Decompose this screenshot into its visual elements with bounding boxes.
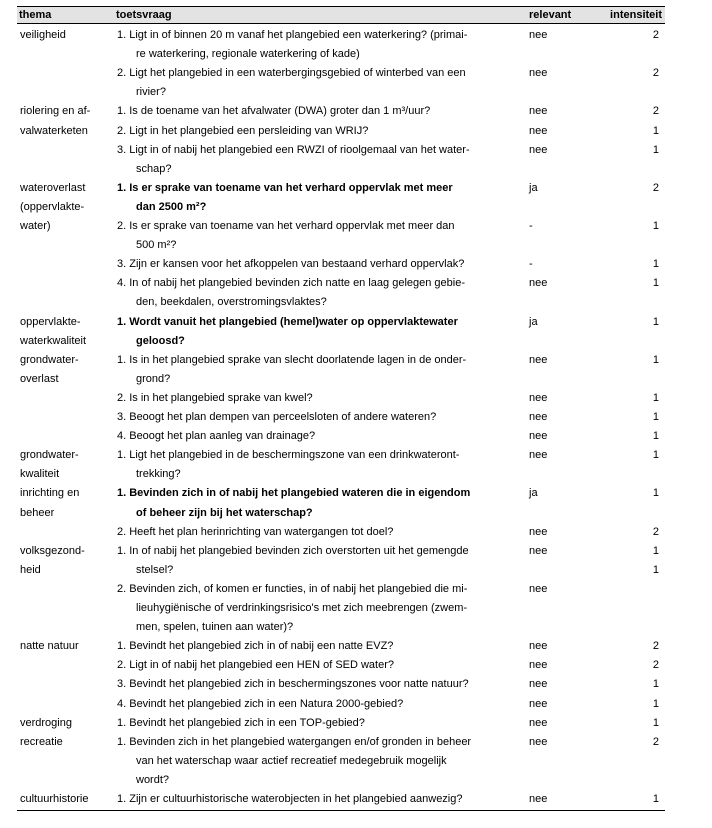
- row-toetsvraag: 1. Wordt vanuit het plangebied (hemel)water op oppervlaktewater: [117, 315, 458, 328]
- row-toetsvraag: 1. Is in het plangebied sprake van slecht doorlatende lagen in de onder-: [117, 353, 467, 366]
- row-thema: oppervlakte-: [20, 315, 81, 328]
- row-toetsvraag: den, beekdalen, overstromingsvlaktes?: [136, 296, 327, 309]
- row-toetsvraag: 1. Bevinden zich in of nabij het plangebied wateren die in eigendom: [117, 487, 471, 500]
- row-toetsvraag: 2. Is er sprake van toename van het verhard oppervlak met meer dan: [117, 220, 455, 232]
- row-thema: kwaliteit: [20, 468, 60, 481]
- row-toetsvraag: trekking?: [136, 468, 181, 481]
- row-toetsvraag: lieuhygiënische of verdrinkingsrisico's met zich meebrengen (zwem-: [136, 602, 468, 614]
- row-intensiteit: 2: [652, 105, 659, 118]
- table-bottom-rule: [17, 810, 665, 811]
- row-intensiteit: 1: [652, 563, 659, 576]
- row-relevant: ja: [529, 487, 538, 500]
- row-toetsvraag: grond?: [136, 372, 171, 385]
- row-relevant: nee: [529, 67, 548, 80]
- row-relevant: nee: [529, 697, 548, 710]
- row-toetsvraag: 3. Zijn er kansen voor het afkoppelen van bestaand verhard oppervlak?: [117, 258, 465, 271]
- row-toetsvraag: 4. Beoogt het plan aanleg van drainage?: [117, 430, 316, 443]
- row-intensiteit: 1: [652, 487, 659, 500]
- row-relevant: nee: [529, 143, 548, 156]
- row-toetsvraag: 1. Bevinden zich in het plangebied watergangen en/of gronden in beheer: [117, 735, 472, 748]
- row-toetsvraag: 3. Beoogt het plan dempen van perceelsloten of andere wateren?: [117, 411, 437, 423]
- row-toetsvraag: rivier?: [136, 86, 166, 99]
- row-relevant: -: [529, 220, 533, 232]
- row-relevant: nee: [529, 411, 548, 423]
- row-relevant: nee: [529, 793, 548, 805]
- row-relevant: nee: [529, 391, 548, 404]
- row-toetsvraag: schap?: [136, 162, 172, 175]
- row-intensiteit: [577, 580, 659, 599]
- header-intensiteit: intensiteit: [610, 9, 662, 21]
- row-intensiteit: 2: [652, 67, 659, 80]
- row-relevant: nee: [529, 544, 548, 557]
- row-intensiteit: 1: [652, 391, 659, 404]
- row-intensiteit: 1: [652, 277, 659, 290]
- row-intensiteit: 1: [652, 793, 659, 805]
- row-thema: valwaterketen: [20, 124, 88, 137]
- row-toetsvraag: 500 m²?: [136, 239, 177, 252]
- row-intensiteit: 1: [652, 124, 659, 137]
- table-header: [17, 6, 665, 24]
- row-intensiteit: 1: [652, 716, 659, 729]
- row-toetsvraag: 2. Ligt in of nabij het plangebied een HEN of SED water?: [117, 659, 395, 672]
- row-relevant: ja: [529, 181, 538, 194]
- row-toetsvraag: van het waterschap waar actief recreatief medegebruik mogelijk: [136, 754, 447, 767]
- row-thema: grondwater-: [20, 353, 79, 366]
- row-toetsvraag: 2. Bevinden zich, of komen er functies, in of nabij het plangebied die mi-: [117, 582, 468, 595]
- row-relevant: ja: [529, 315, 538, 328]
- row-toetsvraag: 2. Ligt het plangebied in een waterbergingsgebied of winterbed van een: [117, 67, 466, 80]
- row-toetsvraag: of beheer zijn bij het waterschap?: [136, 506, 313, 519]
- row-intensiteit: 1: [652, 353, 659, 366]
- header-thema: thema: [19, 9, 52, 21]
- row-toetsvraag: men, spelen, tuinen aan water)?: [136, 621, 294, 634]
- header-relevant: relevant: [529, 9, 572, 21]
- row-thema: riolering en af-: [20, 105, 91, 118]
- row-toetsvraag: 1. Is er sprake van toename van het verhard oppervlak met meer: [117, 181, 453, 194]
- row-relevant: nee: [529, 716, 548, 729]
- row-toetsvraag: 4. Bevindt het plangebied zich in een Natura 2000-gebied?: [117, 697, 404, 710]
- row-intensiteit: 1: [652, 143, 659, 156]
- row-toetsvraag: 3. Ligt in of nabij het plangebied een RWZI of rioolgemaal van het water-: [117, 143, 470, 156]
- row-intensiteit: 1: [652, 315, 659, 328]
- row-thema: cultuurhistorie: [20, 793, 89, 805]
- row-relevant: nee: [529, 353, 548, 366]
- row-intensiteit: 1: [652, 430, 659, 443]
- row-intensiteit: 1: [652, 678, 659, 691]
- row-intensiteit: 1: [652, 449, 659, 462]
- row-thema: natte natuur: [20, 640, 79, 653]
- row-toetsvraag: 4. In of nabij het plangebied bevinden zich natte en laag gelegen gebie-: [117, 277, 465, 290]
- row-toetsvraag: 1. Bevindt het plangebied zich in of nabij een natte EVZ?: [117, 640, 394, 653]
- row-toetsvraag: 1. Ligt het plangebied in de beschermingszone van een drinkwateront-: [117, 449, 460, 462]
- row-toetsvraag: geloosd?: [136, 334, 185, 347]
- row-toetsvraag: stelsel?: [136, 563, 174, 576]
- row-relevant: nee: [529, 29, 548, 41]
- row-intensiteit: 1: [652, 258, 659, 271]
- row-thema: (oppervlakte-: [20, 200, 85, 213]
- row-intensiteit: 1: [652, 411, 659, 423]
- row-relevant: nee: [529, 735, 548, 748]
- row-toetsvraag: wordt?: [136, 773, 170, 786]
- row-thema: inrichting en: [20, 487, 80, 500]
- row-relevant: nee: [529, 277, 548, 290]
- row-intensiteit: 2: [652, 735, 659, 748]
- row-thema: water): [20, 220, 51, 232]
- row-thema: beheer: [20, 506, 55, 519]
- row-toetsvraag: 2. Ligt in het plangebied een persleiding van WRIJ?: [117, 124, 369, 137]
- row-thema: overlast: [20, 372, 59, 385]
- row-relevant: nee: [529, 430, 548, 443]
- row-thema: volksgezond-: [20, 544, 85, 557]
- row-thema: recreatie: [20, 735, 63, 748]
- row-intensiteit: 1: [652, 220, 659, 232]
- row-relevant: nee: [529, 525, 548, 538]
- row-toetsvraag: 1. In of nabij het plangebied bevinden zich overstorten uit het gemengde: [117, 544, 469, 557]
- row-toetsvraag: 2. Is in het plangebied sprake van kwel?: [117, 391, 313, 404]
- row-thema: wateroverlast: [20, 181, 86, 194]
- row-intensiteit: 2: [652, 181, 659, 194]
- row-thema: veiligheid: [20, 29, 66, 41]
- row-toetsvraag: 1. Ligt in of binnen 20 m vanaf het plangebied een waterkering? (primai-: [117, 29, 468, 41]
- row-intensiteit: 1: [652, 544, 659, 557]
- row-toetsvraag: 1. Is de toename van het afvalwater (DWA) groter dan 1 m³/uur?: [117, 105, 431, 118]
- row-relevant: nee: [529, 124, 548, 137]
- row-thema: heid: [20, 563, 41, 576]
- row-relevant: nee: [529, 449, 548, 462]
- row-toetsvraag: 1. Bevindt het plangebied zich in een TOP-gebied?: [117, 716, 365, 729]
- row-toetsvraag: 3. Bevindt het plangebied zich in beschermingszones voor natte natuur?: [117, 678, 469, 691]
- row-relevant: nee: [529, 678, 548, 691]
- row-intensiteit: 2: [652, 29, 659, 41]
- row-toetsvraag: 2. Heeft het plan herinrichting van watergangen tot doel?: [117, 525, 394, 538]
- row-relevant: nee: [529, 659, 548, 672]
- row-relevant: nee: [529, 105, 548, 118]
- row-intensiteit: 2: [652, 640, 659, 653]
- row-relevant: nee: [529, 582, 548, 595]
- row-toetsvraag: 1. Zijn er cultuurhistorische waterobjecten in het plangebied aanwezig?: [117, 793, 463, 805]
- row-toetsvraag: dan 2500 m²?: [136, 200, 207, 213]
- row-thema: verdroging: [20, 716, 72, 729]
- row-intensiteit: 2: [652, 525, 659, 538]
- row-relevant: -: [529, 258, 533, 271]
- row-relevant: nee: [529, 640, 548, 653]
- header-toetsvraag: toetsvraag: [116, 9, 172, 21]
- row-toetsvraag: re waterkering, regionale waterkering of kade): [136, 48, 360, 61]
- row-thema: waterkwaliteit: [20, 334, 87, 347]
- row-intensiteit: 1: [652, 697, 659, 710]
- row-intensiteit: 2: [652, 659, 659, 672]
- row-thema: grondwater-: [20, 449, 79, 462]
